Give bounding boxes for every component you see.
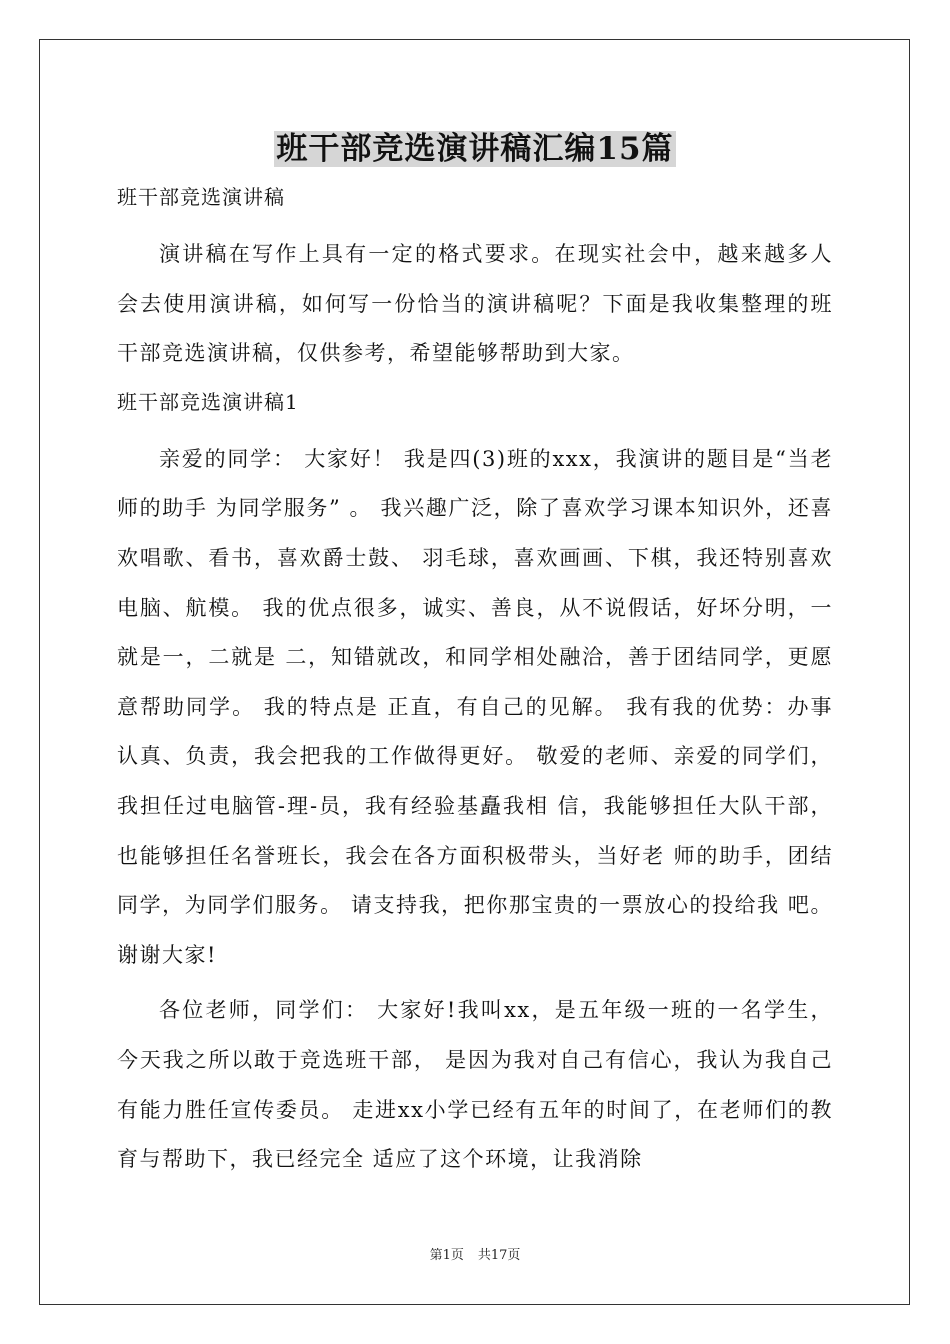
document-title: 班干部竞选演讲稿汇编15篇: [276, 131, 674, 167]
intro-paragraph: 演讲稿在写作上具有一定的格式要求。在现实社会中，越来越多人会去使用演讲稿，如何写一份恰当的演讲稿呢？下面是我收集整理的班干部竞选演讲稿，仅供参考，希望能够帮助到大家。: [117, 242, 833, 366]
page-number: 第1页: [429, 1248, 464, 1263]
body-paragraph-1: 亲爱的同学： 大家好！ 我是四(3)班的xxx，我演讲的题目是“当老师的助手 为同学服务” 。 我兴趣广泛，除了喜欢学习课本知识外，还喜欢唱歌、看书，喜欢爵士鼓、 羽毛球，喜欢画画、下棋，我还特别喜欢电脑、航模。 我的优点很多，诚实、善良，从不说假话，好坏分明，一就是一，二就是 二，知错就改，和同学相处融洽，善于团结同学，更愿意帮助同学。 我的特点是 正直，有自己的见解。 我有我的优势：办事认真、负责，我会把我的工作做得更好。 敬爱的老师、亲爱的同学们，我担任过电脑管-理-员，我有经验基矗我相 信，我能够担任大队干部，也能够担任名誉班长，我会在各方面积极带头，当好老 师的助手，团结同学，为同学们服务。 请支持我，把你那宝贵的一票放心的投给我 吧。 谢谢大家!: [117, 446, 833, 967]
body-paragraph-2: 各位老师，同学们： 大家好!我叫xx，是五年级一班的一名学生，今天我之所以敢于竞选班干部， 是因为我对自己有信心，我认为我自己有能力胜任宣传委员。 走进xx小学已经有五年的时间了，在老师们的教育与帮助下，我已经完全 适应了这个环境，让我消除: [117, 998, 833, 1172]
page-footer: [0, 1247, 950, 1265]
page-total: 共17页: [477, 1248, 521, 1263]
document-title-wrap: [0, 128, 950, 170]
section-heading: 班干部竞选演讲稿1: [117, 389, 299, 414]
document-body: [117, 180, 833, 1191]
document-subtitle: 班干部竞选演讲稿: [117, 185, 285, 209]
